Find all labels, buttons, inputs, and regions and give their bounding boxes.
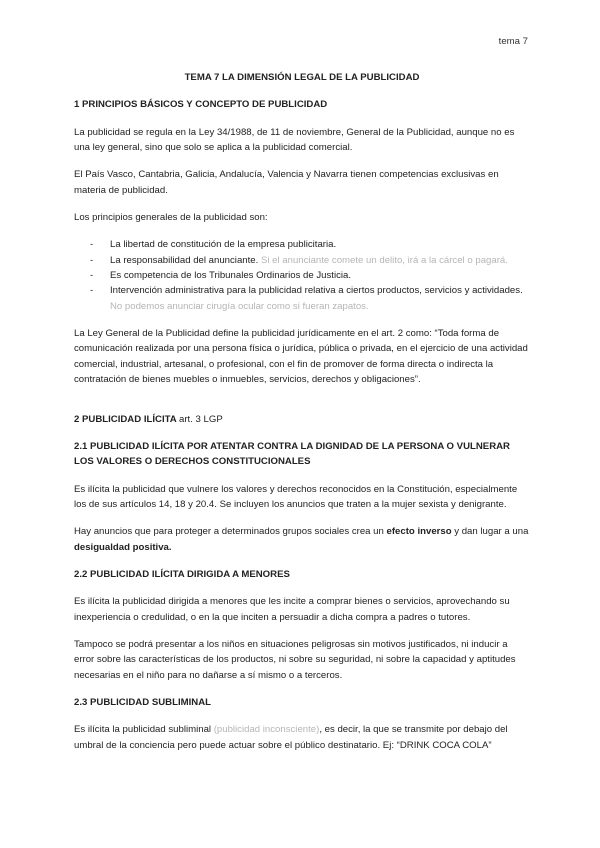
text-run: Hay anuncios que para proteger a determinados grupos sociales crea un <box>74 526 387 538</box>
text-run: Es ilícita la publicidad subliminal <box>74 724 212 736</box>
list-item-text: La libertad de constitución de la empresa publicitaria. <box>110 239 337 251</box>
section-2-heading-suffix: art. 3 LGP <box>179 413 223 425</box>
list-item-note: Si el anunciante comete un delito, irá a la cárcel o pagará. <box>260 254 508 266</box>
section-2-3-heading: 2.3 PUBLICIDAD SUBLIMINAL <box>74 696 211 708</box>
section-1-paragraph-1: La publicidad se regula en la Ley 34/1988, de 11 de noviembre, General de la Publicidad, aunque no es una ley general, sino que solo se aplica a la publicidad comercial. <box>74 126 515 154</box>
section-2-heading <box>74 412 530 427</box>
list-item-note: No podemos anunciar cirugía ocular como si fueran zapatos. <box>110 300 369 312</box>
text-run: y dan lugar a una <box>451 526 529 538</box>
section-2-heading-text: 2 PUBLICIDAD ILÍCITA <box>74 413 177 425</box>
section-2-2-heading: 2.2 PUBLICIDAD ILÍCITA DIRIGIDA A MENORES <box>74 568 290 580</box>
list-dash: - <box>90 254 94 266</box>
list-item <box>74 237 530 252</box>
section-2-2-paragraph-1: Es ilícita la publicidad dirigida a menores que les incite a comprar bienes o servicios, aprovechando su inexperiencia o credulidad, o en la que inciten a persuadir a dicha compra a padres o tutores. <box>74 596 510 623</box>
list-item-text: La responsabilidad del anunciante. <box>110 254 259 266</box>
section-1-heading: 1 PRINCIPIOS BÁSICOS Y CONCEPTO DE PUBLICIDAD <box>74 99 328 111</box>
list-item <box>74 253 530 268</box>
list-item-text: Intervención administrativa para la publicidad relativa a ciertos productos, servicios y actividades. <box>110 285 523 297</box>
list-dash: - <box>90 285 94 297</box>
section-2-3-paragraph-1 <box>74 722 530 753</box>
section-2-1-paragraph-1: Es ilícita la publicidad que vulnere los valores y derechos reconocidos en la Constitución, especialmente los de sus artículos 14, 18 y 20.4. Se incluyen los anuncios que traten a la mujer sexista y denigrante. <box>74 483 518 510</box>
section-spacer <box>74 400 530 412</box>
section-2-1-paragraph-2 <box>74 524 530 555</box>
text-run: , es decir, la que se transmite por debajo del umbral de la conciencia pero puede actuar sobre el público destinatario. Ej: “DRINK COCA COLA” <box>74 724 508 751</box>
page-header: tema 7 <box>498 36 528 47</box>
bold-term-desigualdad-positiva: desigualdad positiva. <box>74 541 172 553</box>
list-dash: - <box>90 239 94 251</box>
section-1-paragraph-3: Los principios generales de la publicidad son: <box>74 212 268 224</box>
section-1-paragraph-2: El País Vasco, Cantabria, Galicia, Andalucía, Valencia y Navarra tienen competencias exclusivas en materia de publicidad. <box>74 169 499 196</box>
document-body <box>74 70 530 765</box>
principles-list <box>74 237 530 314</box>
section-1-paragraph-4: La Ley General de la Publicidad define la publicidad jurídicamente en el art. 2 como: “Toda forma de comunicación realizada por una persona física o jurídica, pública o privada, en el ejercicio de una actividad comercial, industrial, artesanal, o profesional, con el fin de promover de forma directa o indirecta la contratación de bienes muebles o inmuebles, servicios, derechos y obligaciones”. <box>74 328 528 386</box>
list-dash: - <box>90 270 94 282</box>
list-item-text: Es competencia de los Tribunales Ordinarios de Justicia. <box>110 270 352 282</box>
bold-term-efecto-inverso: efecto inverso <box>386 526 452 538</box>
section-2-1-heading: 2.1 PUBLICIDAD ILÍCITA POR ATENTAR CONTRA LA DIGNIDAD DE LA PERSONA O VULNERAR LOS VALORES O DERECHOS CONSTITUCIONALES <box>74 440 510 468</box>
document-title: TEMA 7 LA DIMENSIÓN LEGAL DE LA PUBLICIDAD <box>184 72 420 83</box>
list-item <box>74 268 530 283</box>
inline-note: (publicidad inconsciente) <box>213 724 320 736</box>
section-2-2-paragraph-2: Tampoco se podrá presentar a los niños en situaciones peligrosas sin motivos justificados, ni inducir a error sobre las características de los productos, ni sobre su seguridad, ni sobre la capacidad y aptitudes necesarias en el niño para no dañarse a sí mismo o a terceros. <box>74 638 516 681</box>
list-item <box>74 283 530 314</box>
